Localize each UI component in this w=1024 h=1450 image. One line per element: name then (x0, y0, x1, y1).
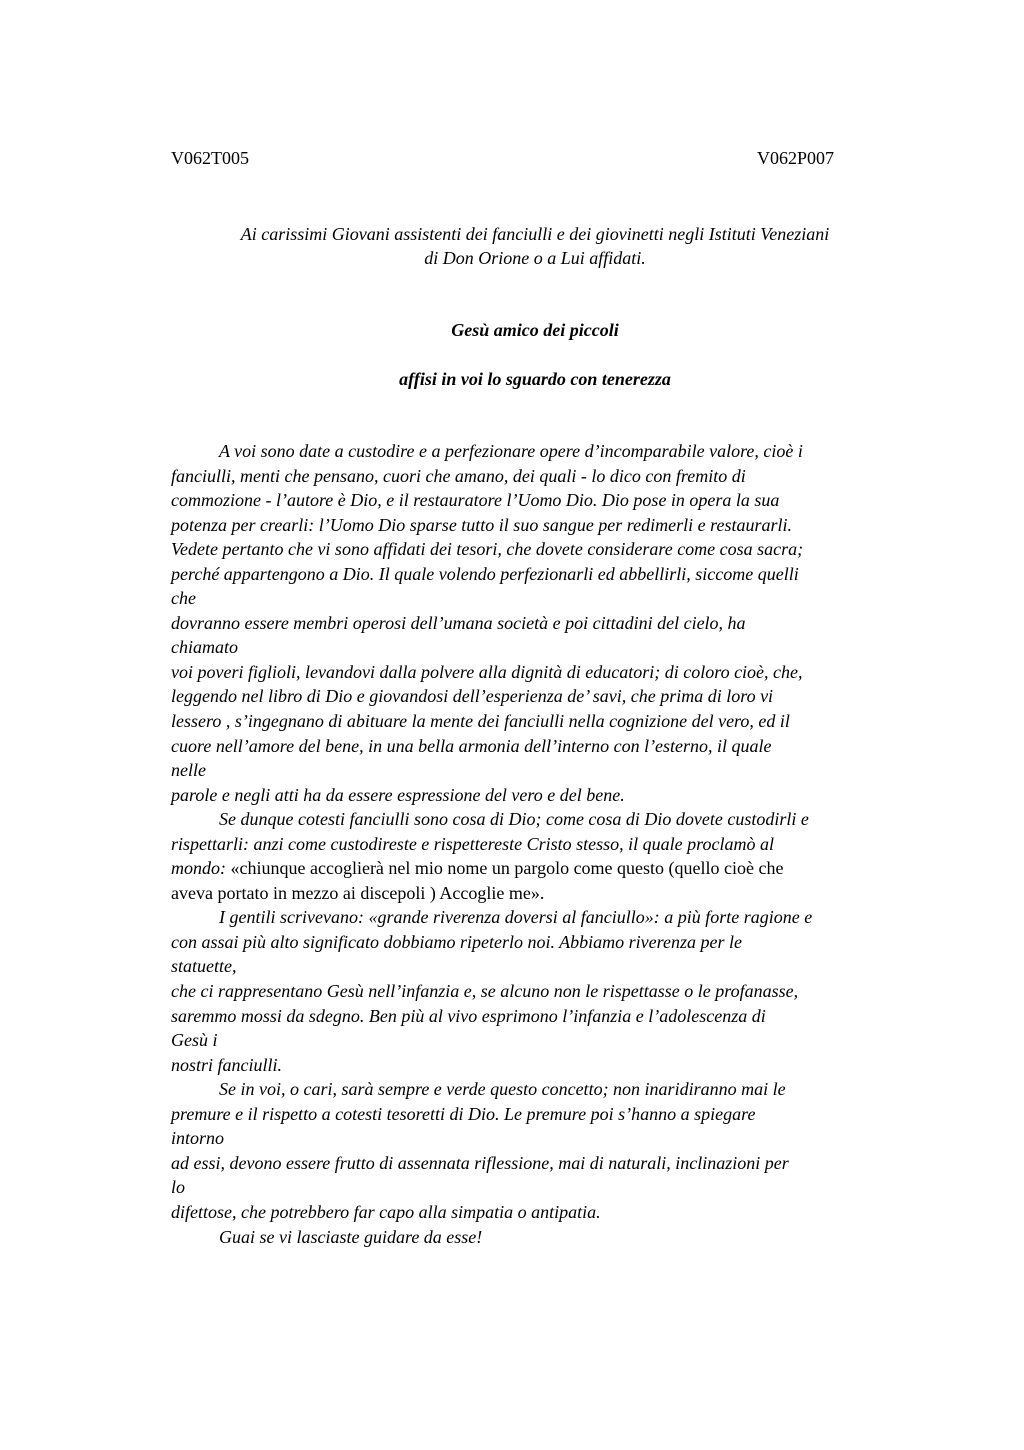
body-line: ad essi, devono essere frutto di assennata riflessione, mai di naturali, inclinazioni per (171, 1152, 789, 1173)
body-line: potenza per crearli: l’Uomo Dio sparse tutto il suo sangue per redimerli e restaurarli. (171, 514, 792, 535)
body-line: leggendo nel libro di Dio e giovandosi dell’esperienza de’ savi, che prima di loro vi (171, 686, 774, 707)
body-line: perché appartengono a Dio. Il quale volendo perfezionarli ed abbellirli, siccome quelli (171, 563, 799, 584)
body-line: parole e negli atti ha da essere espressione del vero e del bene. (171, 784, 625, 805)
body-line: I gentili scrivevano: «grande riverenza doversi al fanciullo»: a più forte ragione e (219, 907, 813, 928)
dedication-line: Ai carissimi Giovani assistenti dei fanciulli e dei giovinetti negli Istituti Veneziani (240, 224, 830, 244)
body-line: voi poveri figlioli, levandovi dalla polvere alla dignità di educatori; di coloro cioè, che, (171, 661, 803, 682)
letter-body (171, 439, 911, 1249)
body-line: commozione - l’autore è Dio, e il restauratore l’Uomo Dio. Dio pose in opera la sua (171, 490, 780, 511)
document-code-right: V062P007 (757, 148, 835, 168)
body-line: statuette, (171, 956, 237, 977)
body-line: intorno (171, 1128, 225, 1149)
body-line: premure e il rispetto a cotesti tesoretti di Dio. Le premure poi s’hanno a spiegare (171, 1103, 756, 1124)
body-line-part: mondo: (171, 858, 231, 879)
body-line: dovranno essere membri operosi dell’umana società e poi cittadini del cielo, ha (171, 612, 746, 633)
body-line: lessero , s’ingegnano di abituare la mente dei fanciulli nella cognizione del vero, ed il (171, 711, 790, 732)
body-line: aveva portato in mezzo ai discepoli ) Accoglie me». (171, 882, 545, 903)
body-line: che (171, 588, 196, 609)
body-line: con assai più alto significato dobbiamo ripeterlo noi. Abbiamo riverenza per le (171, 931, 742, 952)
document-subtitle: affisi in voi lo sguardo con tenerezza (399, 369, 671, 389)
body-line: A voi sono date a custodire e a perfezionare opere d’incomparabile valore, cioè i (219, 441, 803, 461)
body-line: cuore nell’amore del bene, in una bella armonia dell’interno con l’esterno, il quale (171, 735, 772, 756)
body-line: rispettarli: anzi come custodireste e rispettereste Cristo stesso, il quale proclamò al (171, 833, 774, 854)
body-line: che ci rappresentano Gesù nell’infanzia e, se alcuno non le rispettasse o le profanasse, (171, 981, 799, 1002)
body-line: Gesù i (171, 1030, 218, 1051)
dedication (150, 222, 920, 270)
dedication-line: di Don Orione o a Lui affidati. (424, 248, 646, 268)
document-code-left: V062T005 (171, 148, 249, 168)
body-line: Vedete pertanto che vi sono affidati dei tesori, che dovete considerare come cosa sacra; (171, 539, 804, 560)
body-line: saremmo mossi da sdegno. Ben più al vivo esprimono l’infanzia e l’adolescenza di (171, 1005, 766, 1026)
body-line-quote: «chiunque accoglierà nel mio nome un pargolo come questo (quello cioè che (230, 858, 784, 879)
document-title: Gesù amico dei piccoli (451, 320, 619, 340)
body-line: nostri fanciulli. (171, 1054, 283, 1075)
body-line: lo (171, 1177, 186, 1198)
body-line: Se dunque cotesti fanciulli sono cosa di Dio; come cosa di Dio dovete custodirli e (219, 809, 809, 830)
body-line: difettose, che potrebbero far capo alla simpatia o antipatia. (171, 1201, 601, 1222)
body-line: fanciulli, menti che pensano, cuori che amano, dei quali - lo dico con fremito di (171, 465, 746, 486)
body-line: nelle (171, 760, 206, 781)
body-line: chiamato (171, 637, 238, 658)
body-line (171, 856, 911, 881)
body-line: Guai se vi lasciaste guidare da esse! (219, 1226, 483, 1247)
body-line: Se in voi, o cari, sarà sempre e verde questo concetto; non inaridiranno mai le (219, 1079, 786, 1100)
